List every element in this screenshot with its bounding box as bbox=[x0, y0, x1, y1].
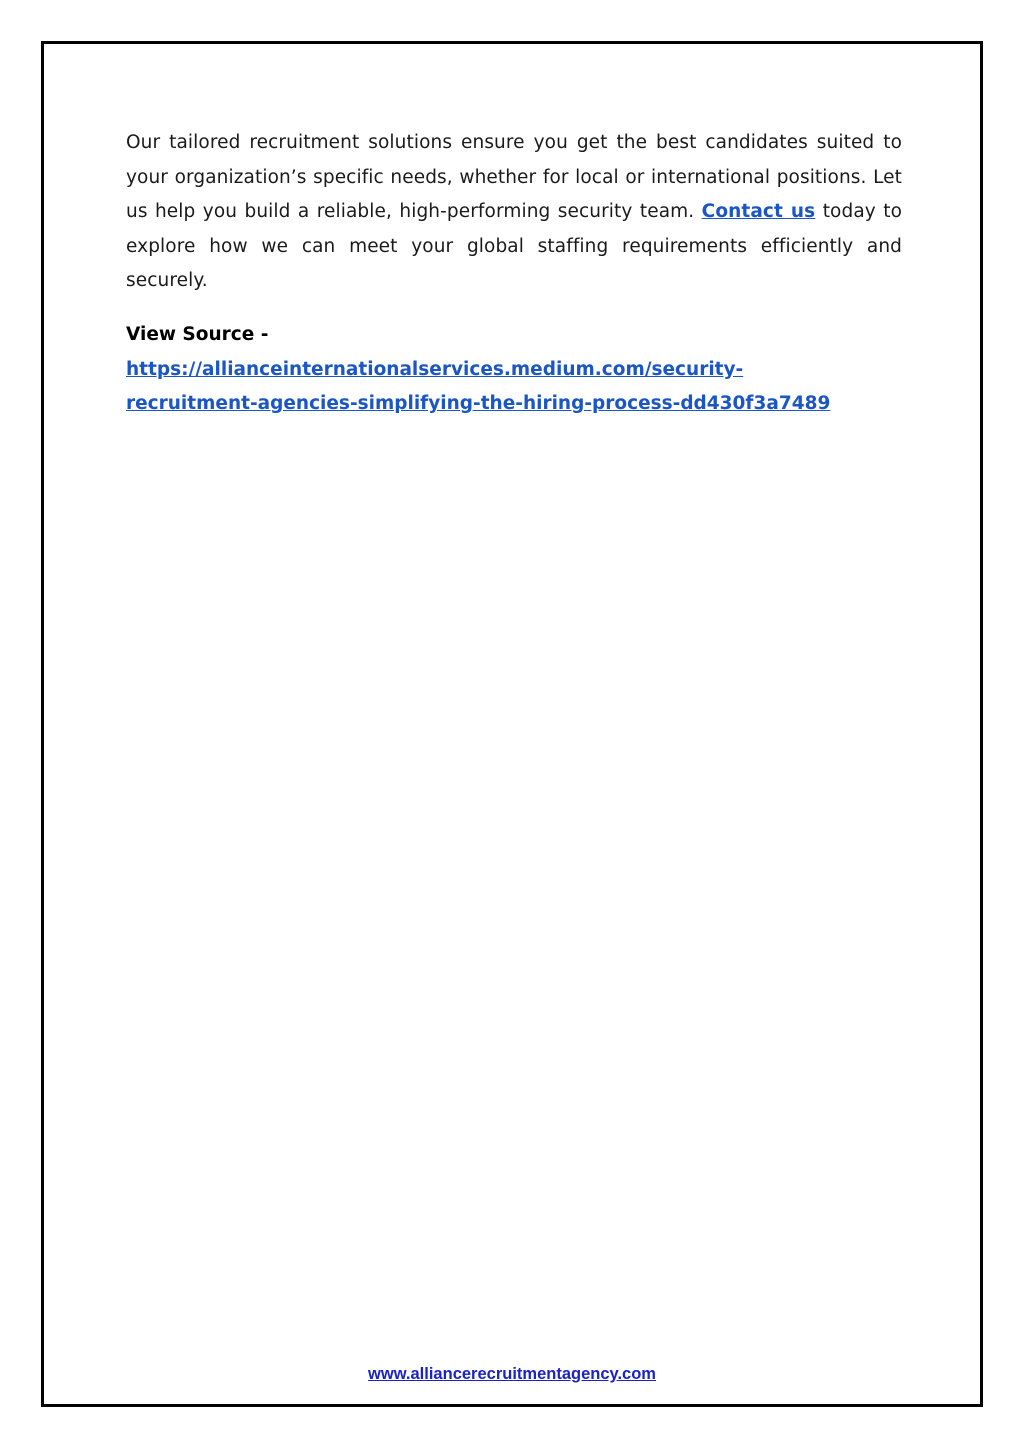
page-frame bbox=[41, 41, 983, 1407]
contact-us-link[interactable]: Contact us bbox=[701, 201, 816, 223]
view-source-block bbox=[126, 318, 902, 422]
view-source-label: View Source - bbox=[126, 323, 269, 345]
paragraph-text-before-link: Our tailored recruitment solutions ensure you get the best candidates suited to your organization’s specific needs, whether for local or international positions. Let us help you build a reliable, high-performing security team. bbox=[126, 132, 902, 223]
page-content bbox=[126, 126, 902, 422]
body-paragraph bbox=[126, 126, 902, 299]
paragraph-text-after-link: today to explore how we can meet your global staffing requirements efficiently and securely. bbox=[126, 201, 902, 292]
source-url-link[interactable] bbox=[126, 359, 830, 415]
footer-website-link[interactable]: www.alliancerecruitmentagency.com bbox=[368, 1365, 656, 1383]
source-url-line2: recruitment-agencies-simplifying-the-hiring-process-dd430f3a7489 bbox=[126, 393, 831, 415]
source-url-line1: https://allianceinternationalservices.medium.com/security- bbox=[126, 358, 744, 380]
